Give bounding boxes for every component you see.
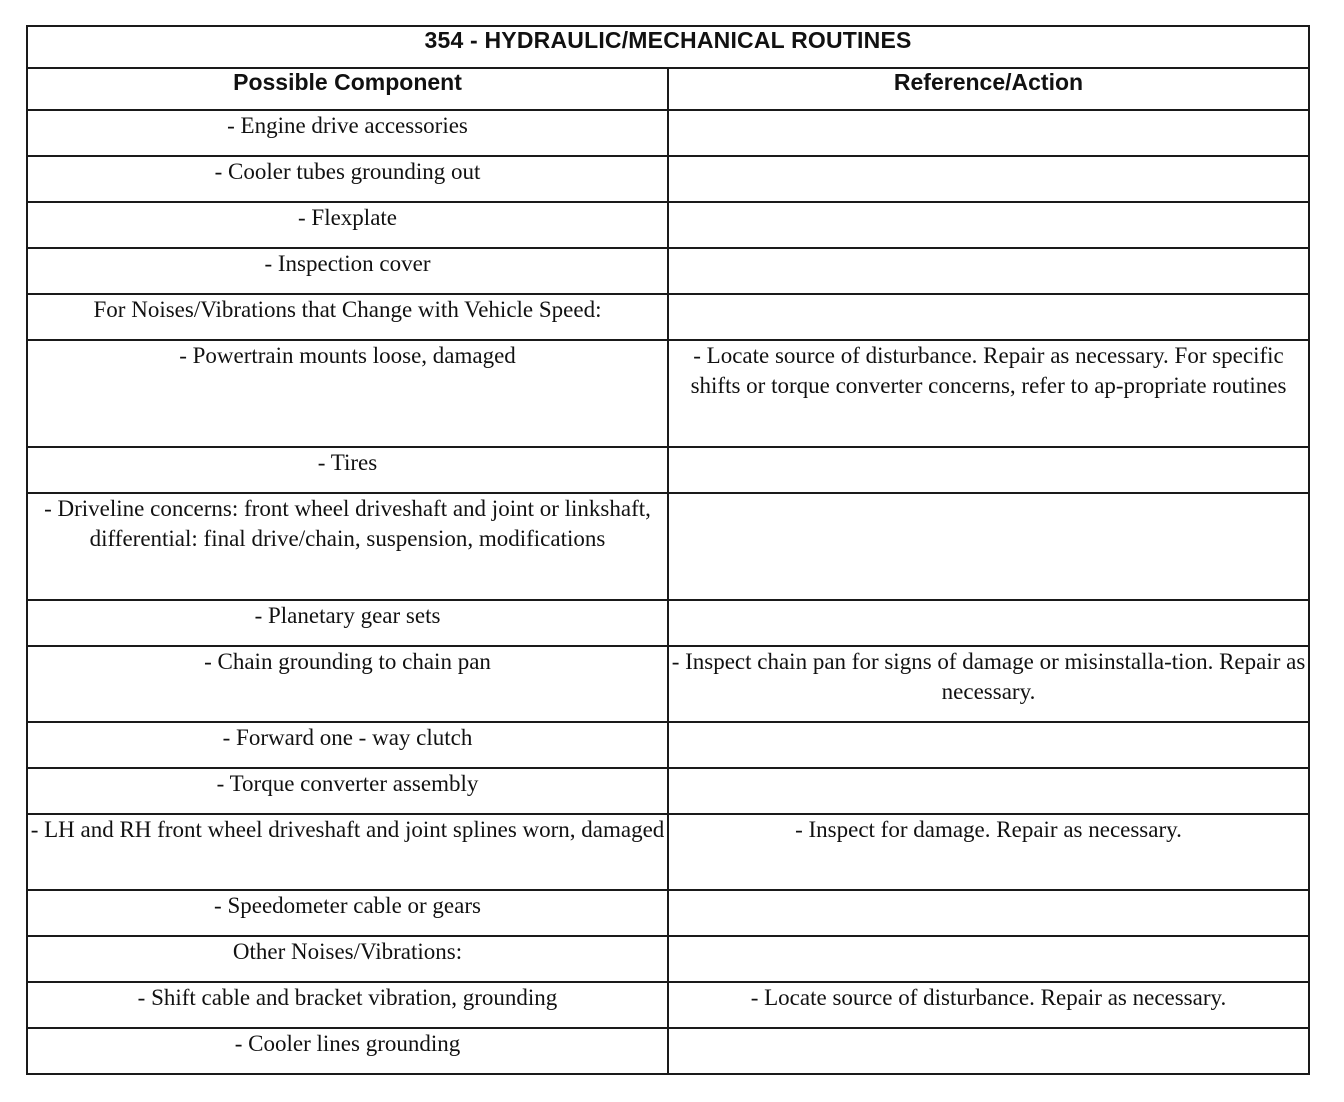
table-row [27,890,1309,936]
component-cell: - Shift cable and bracket vibration, grounding [27,982,668,1028]
table-row [27,814,1309,890]
table-row [27,982,1309,1028]
action-cell [668,768,1309,814]
component-cell: - Tires [27,447,668,493]
table-row [27,768,1309,814]
component-cell: - Cooler lines grounding [27,1028,668,1074]
section-row [27,294,1309,340]
component-cell: - Cooler tubes grounding out [27,156,668,202]
action-cell [668,1028,1309,1074]
action-cell [668,110,1309,156]
component-cell: - Driveline concerns: front wheel driveshaft and joint or linkshaft, differential: final drive/chain, suspension, modifications [27,493,668,600]
table-row [27,646,1309,722]
table-row [27,600,1309,646]
table-row [27,248,1309,294]
component-cell: - Flexplate [27,202,668,248]
action-cell [668,248,1309,294]
column-header-component: Possible Component [27,68,668,110]
component-cell: - Speedometer cable or gears [27,890,668,936]
table-row [27,447,1309,493]
header-row [27,68,1309,110]
table-row [27,110,1309,156]
column-header-action: Reference/Action [668,68,1309,110]
section-heading-cell: Other Noises/Vibrations: [27,936,668,982]
action-cell: - Locate source of disturbance. Repair as necessary. For specific shifts or torque converter concerns, refer to ap-propriate routines [668,340,1309,447]
table-row [27,340,1309,447]
action-cell [668,294,1309,340]
section-row [27,936,1309,982]
component-cell: - Chain grounding to chain pan [27,646,668,722]
action-cell: - Inspect chain pan for signs of damage or misinstalla-tion. Repair as necessary. [668,646,1309,722]
component-cell: - Planetary gear sets [27,600,668,646]
component-cell: - Forward one - way clutch [27,722,668,768]
routines-table [26,25,1310,1075]
table-row [27,722,1309,768]
table-title: 354 - HYDRAULIC/MECHANICAL ROUTINES [27,26,1309,68]
section-heading-cell: For Noises/Vibrations that Change with Vehicle Speed: [27,294,668,340]
component-cell: - Engine drive accessories [27,110,668,156]
action-cell [668,202,1309,248]
table-row [27,156,1309,202]
action-cell [668,890,1309,936]
table-row [27,1028,1309,1074]
component-cell: - Torque converter assembly [27,768,668,814]
action-cell: - Locate source of disturbance. Repair as necessary. [668,982,1309,1028]
action-cell: - Inspect for damage. Repair as necessary. [668,814,1309,890]
action-cell [668,447,1309,493]
action-cell [668,493,1309,600]
table-row [27,493,1309,600]
action-cell [668,600,1309,646]
action-cell [668,156,1309,202]
component-cell: - Powertrain mounts loose, damaged [27,340,668,447]
component-cell: - Inspection cover [27,248,668,294]
component-cell: - LH and RH front wheel driveshaft and joint splines worn, damaged [27,814,668,890]
action-cell [668,722,1309,768]
table-row [27,202,1309,248]
title-row [27,26,1309,68]
action-cell [668,936,1309,982]
